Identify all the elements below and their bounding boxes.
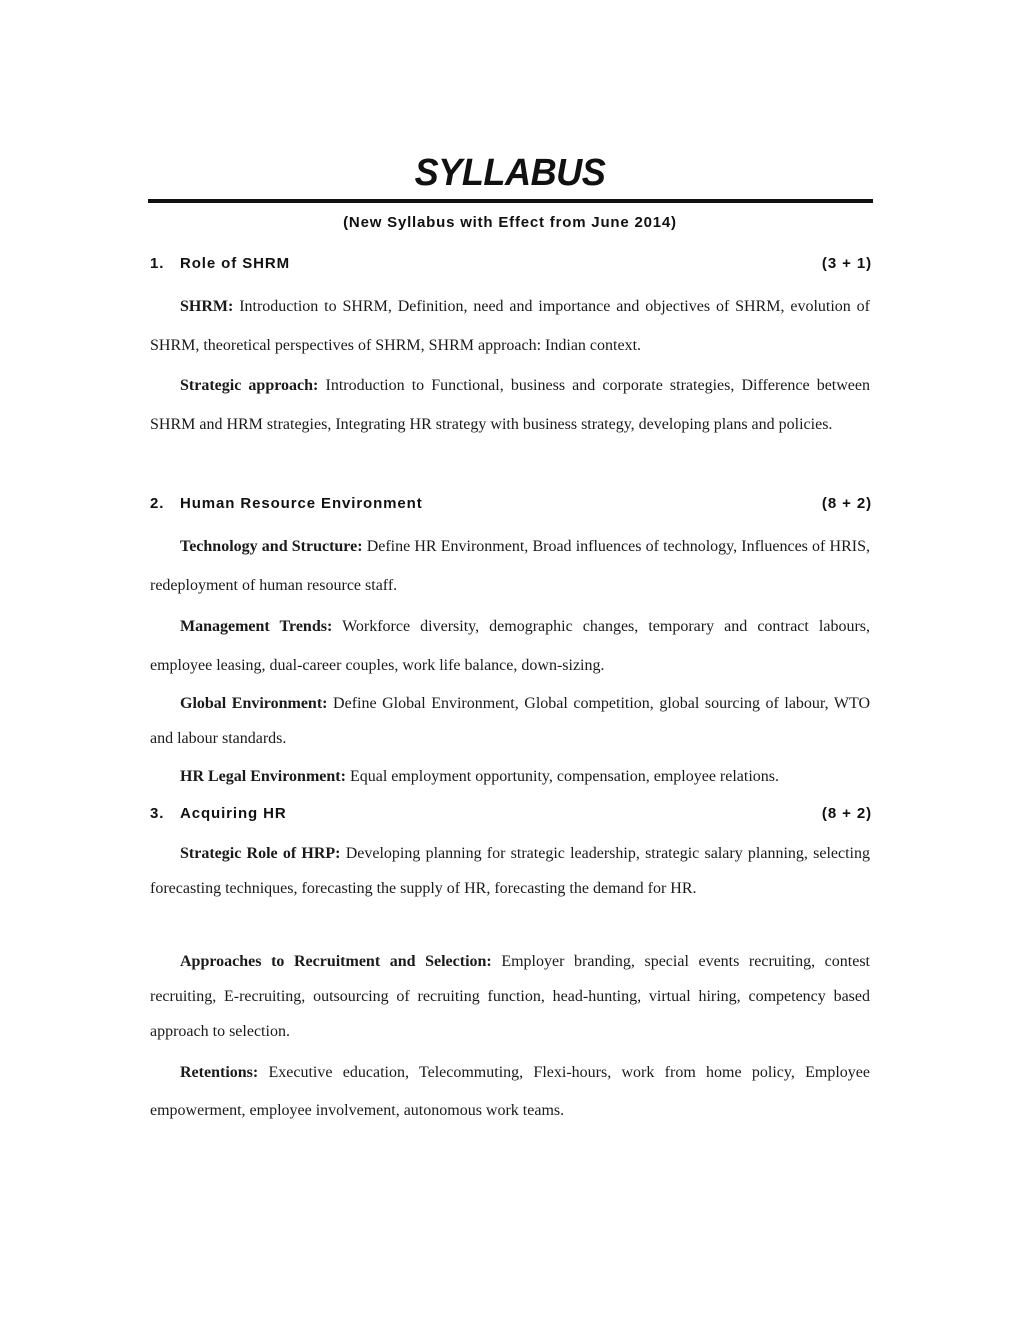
paragraph-label: Global Environment: bbox=[180, 695, 328, 712]
paragraph bbox=[150, 944, 870, 1049]
paragraph-text: Equal employment opportunity, compensation, employee relations. bbox=[345, 768, 780, 785]
section-title: Human Resource Environment bbox=[180, 495, 423, 512]
section-number: 1. bbox=[150, 255, 165, 272]
section-title: Role of SHRM bbox=[180, 255, 290, 272]
paragraph bbox=[150, 1054, 870, 1130]
paragraph-text: Introduction to SHRM, Definition, need and importance and objectives of SHRM, evolution of SHRM, theoretical perspectives of SHRM, SHRM approach: Indian context. bbox=[150, 298, 870, 354]
paragraph-label: SHRM: bbox=[180, 298, 234, 315]
paragraph-text: Introduction to Functional, business and corporate strategies, Difference between SHRM and HRM strategies, Integrating HR strategy with business strategy, developing plans and policies. bbox=[150, 377, 870, 433]
title-divider bbox=[148, 199, 873, 203]
section-heading-3 bbox=[150, 805, 872, 822]
paragraph-text: Developing planning for strategic leadership, strategic salary planning, selecting forecasting techniques, forecasting the supply of HR, forecasting the demand for HR. bbox=[150, 845, 870, 897]
paragraph bbox=[150, 607, 870, 685]
section-hours: (8 + 2) bbox=[821, 805, 872, 822]
section-title: Acquiring HR bbox=[180, 805, 287, 822]
paragraph-text: Define Global Environment, Global competition, global sourcing of labour, WTO and labour standards. bbox=[150, 695, 870, 747]
section-number: 3. bbox=[150, 805, 165, 822]
paragraph bbox=[150, 287, 870, 365]
paragraph bbox=[150, 686, 870, 756]
paragraph bbox=[150, 367, 870, 444]
section-heading-1 bbox=[150, 255, 872, 272]
paragraph-label: HR Legal Environment: bbox=[180, 768, 346, 785]
paragraph bbox=[150, 836, 870, 906]
paragraph-label: Management Trends: bbox=[180, 618, 333, 635]
paragraph-label: Strategic Role of HRP: bbox=[180, 845, 341, 862]
page-subtitle: (New Syllabus with Effect from June 2014) bbox=[343, 214, 677, 231]
section-heading-2 bbox=[150, 495, 872, 512]
paragraph-label: Technology and Structure: bbox=[180, 538, 363, 555]
paragraph-label: Strategic approach: bbox=[180, 377, 319, 394]
section-hours: (3 + 1) bbox=[821, 255, 872, 272]
section-hours: (8 + 2) bbox=[821, 495, 872, 512]
paragraph-text: Executive education, Telecommuting, Flexi-hours, work from home policy, Employee empowerment, employee involvement, autonomous work teams. bbox=[150, 1064, 870, 1119]
paragraph-label: Approaches to Recruitment and Selection: bbox=[180, 953, 492, 970]
paragraph-text: Workforce diversity, demographic changes, temporary and contract labours, employee leasing, dual-career couples, work life balance, down-sizing. bbox=[150, 618, 871, 674]
page-title: SYLLABUS bbox=[414, 152, 606, 194]
paragraph bbox=[150, 527, 870, 605]
paragraph bbox=[150, 759, 870, 794]
paragraph-label: Retentions: bbox=[180, 1064, 259, 1081]
paragraph-text: Employer branding, special events recruiting, contest recruiting, E-recruiting, outsourcing of recruiting function, head-hunting, virtual hiring, competency based approach to selection. bbox=[150, 953, 871, 1040]
section-number: 2. bbox=[150, 495, 165, 512]
paragraph-text: Define HR Environment, Broad influences of technology, Influences of HRIS, redeployment of human resource staff. bbox=[150, 538, 870, 594]
